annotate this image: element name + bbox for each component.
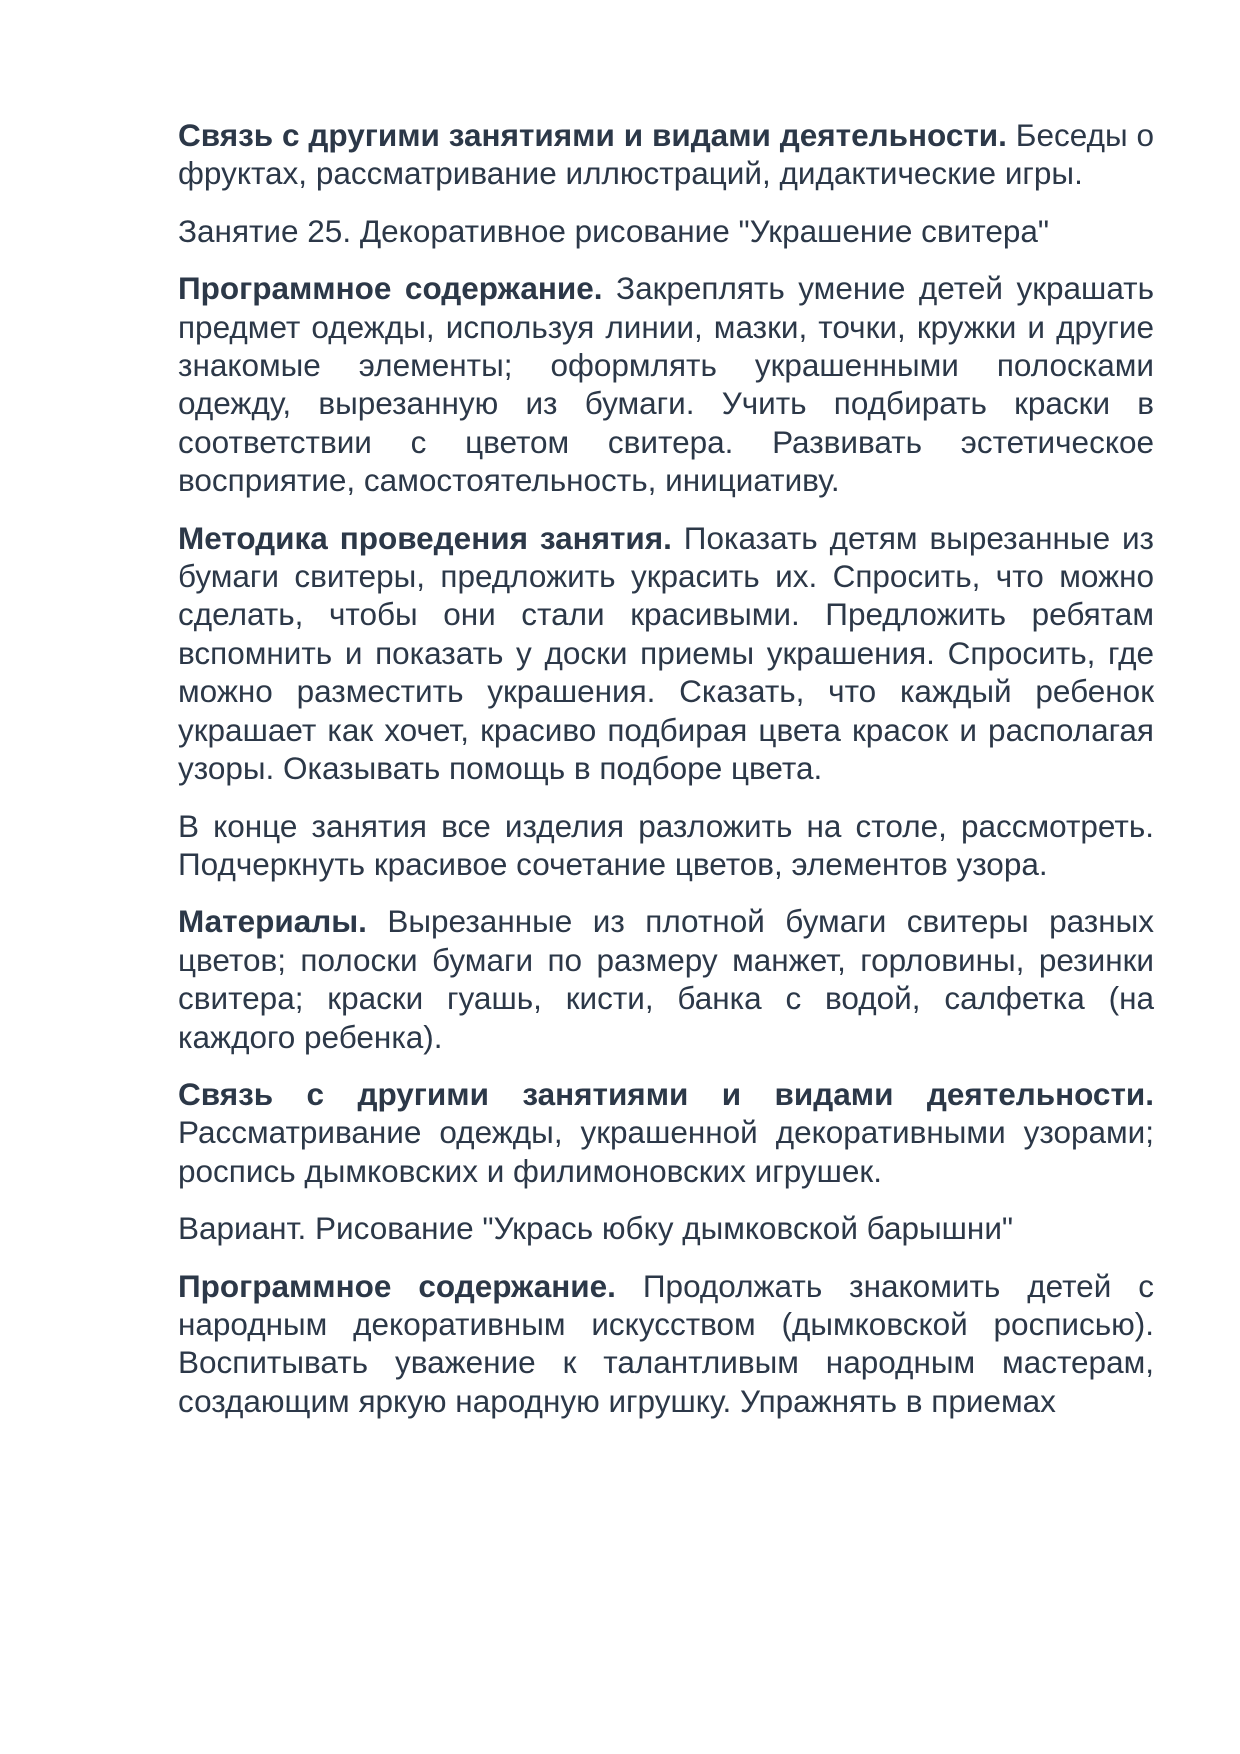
paragraph-label: Связь с другими занятиями и видами деятельности. [178,1075,1154,1112]
paragraph-text: Продолжать знакомить детей с народным декоративным искусством (дымковской росписью). Воспитывать уважение к талантливым народным мастерам, создающим яркую народную игрушку. Упражнять в приемах [178,1267,1155,1419]
paragraph-label: Программное содержание. [178,1267,616,1304]
document-page [178,116,1154,1439]
paragraph-text: В конце занятия все изделия разложить на столе, рассмотреть. Подчеркнуть красивое сочетание цветов, элементов узора. [178,807,1154,882]
paragraph-related-activities [178,116,1154,193]
paragraph-text: Рассматривание одежды, украшенной декоративными узорами; роспись дымковских и филимоновских игрушек. [178,1114,1154,1189]
paragraph-text: Вырезанные из плотной бумаги свитеры разных цветов; полоски бумаги по размеру манжет, горловины, резинки свитера; краски гуашь, кисти, банка с водой, салфетка (на каждого ребенка). [178,903,1154,1055]
paragraph-related-activities-2 [178,1075,1154,1190]
paragraph-methodology [178,519,1154,788]
paragraph-label: Материалы. [178,903,367,940]
paragraph-text: Закреплять умение детей украшать предмет одежды, используя линии, мазки, точки, кружки и другие знакомые элементы; оформлять украшенными полосками одежду, вырезанную из бумаги. Учить подбирать краски в соответствии с цветом свитера. Развивать эстетическое восприятие, самостоятельность, инициативу. [178,270,1154,499]
paragraph-label: Программное содержание. [178,270,603,307]
lesson-title: Занятие 25. Декоративное рисование "Украшение свитера" [178,212,1050,249]
paragraph-text: Беседы о фруктах, рассматривание иллюстраций, дидактические игры. [178,117,1155,192]
paragraph-lesson-end [178,807,1154,884]
paragraph-label: Методика проведения занятия. [178,519,672,556]
paragraph-program-content [178,269,1154,499]
variant-title: Вариант. Рисование "Укрась юбку дымковской барышни" [178,1210,1014,1247]
paragraph-program-content-2 [178,1267,1154,1421]
paragraph-label: Связь с другими занятиями и видами деятельности. [178,117,1007,153]
paragraph-materials [178,902,1154,1056]
paragraph-text: Показать детям вырезанные из бумаги свитеры, предложить украсить их. Спросить, что можно сделать, чтобы они стали красивыми. Предложить ребятам вспомнить и показать у доски приемы украшения. Спросить, где можно разместить украшения. Сказать, что каждый ребенок украшает как хочет, красиво подбирая цвета красок и располагая узоры. Оказывать помощь в подборе цвета. [178,519,1155,787]
